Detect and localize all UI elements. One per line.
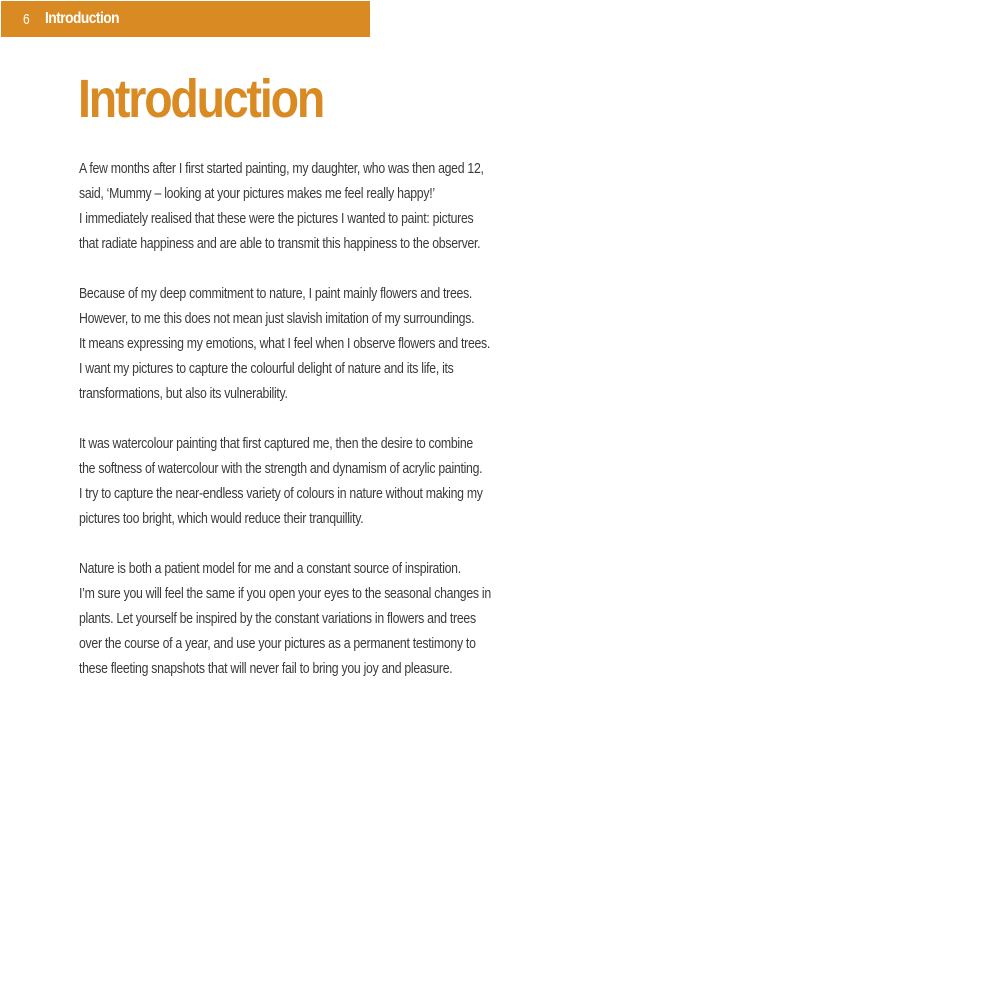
text-line: the softness of watercolour with the strength and dynamism of acrylic painting. bbox=[79, 460, 483, 477]
paragraph-2 bbox=[79, 281, 599, 406]
text-line: It was watercolour painting that first captured me, then the desire to combine bbox=[79, 435, 473, 452]
page-number: 6 bbox=[23, 10, 30, 28]
paragraph-1 bbox=[79, 156, 599, 256]
text-line: plants. Let yourself be inspired by the constant variations in flowers and trees bbox=[79, 610, 476, 627]
text-line: that radiate happiness and are able to transmit this happiness to the observer. bbox=[79, 235, 481, 252]
text-line: I’m sure you will feel the same if you open your eyes to the seasonal changes in bbox=[79, 585, 491, 602]
text-line: Because of my deep commitment to nature, I paint mainly flowers and trees. bbox=[79, 285, 473, 302]
text-line: It means expressing my emotions, what I feel when I observe flowers and trees. bbox=[79, 335, 491, 352]
body-text bbox=[79, 156, 599, 706]
text-line: I try to capture the near-endless variety of colours in nature without making my bbox=[79, 485, 483, 502]
text-line: said, ‘Mummy – looking at your pictures makes me feel really happy!’ bbox=[79, 185, 435, 202]
text-line: However, to me this does not mean just slavish imitation of my surroundings. bbox=[79, 310, 475, 327]
text-line: Nature is both a patient model for me and a constant source of inspiration. bbox=[79, 560, 461, 577]
running-head-title: Introduction bbox=[45, 10, 120, 27]
text-line: I want my pictures to capture the colourful delight of nature and its life, its bbox=[79, 360, 454, 377]
text-line: these fleeting snapshots that will never fail to bring you joy and pleasure. bbox=[79, 660, 453, 677]
paragraph-3 bbox=[79, 431, 599, 531]
paragraph-4 bbox=[79, 556, 599, 681]
running-header-band bbox=[1, 1, 370, 37]
text-line: A few months after I first started painting, my daughter, who was then aged 12, bbox=[79, 160, 484, 177]
text-line: transformations, but also its vulnerability. bbox=[79, 385, 288, 402]
text-line: I immediately realised that these were the pictures I wanted to paint: pictures bbox=[79, 210, 474, 227]
text-line: over the course of a year, and use your pictures as a permanent testimony to bbox=[79, 635, 476, 652]
page-title: Introduction bbox=[78, 69, 324, 129]
text-line: pictures too bright, which would reduce their tranquillity. bbox=[79, 510, 364, 527]
